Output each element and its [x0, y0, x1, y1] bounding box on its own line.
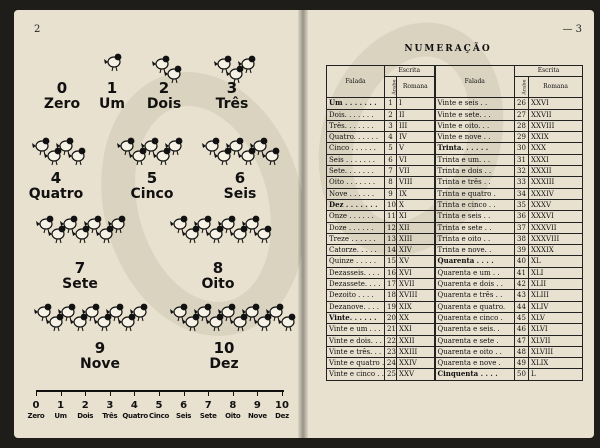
scale-tick	[208, 390, 209, 396]
arabic-numeral-cell: 1	[385, 98, 397, 109]
spoken-number-cell: Dezoito . . . .	[327, 290, 385, 301]
spoken-number-cell: Vinte e nove . .	[435, 132, 515, 143]
spoken-number-cell: Vinte e um . . .	[327, 324, 385, 335]
scale-digit: 3	[106, 400, 114, 411]
arabic-numeral-cell: 20	[385, 312, 397, 323]
arabic-numeral-cell: 19	[385, 301, 397, 312]
number-digit: 3	[226, 79, 238, 97]
roman-numeral-cell: XLI	[529, 267, 583, 278]
arabic-numeral-cell: 11	[385, 211, 397, 222]
spoken-number-cell: Cinco . . . . . .	[327, 143, 385, 154]
roman-numeral-cell: XLIII	[529, 290, 583, 301]
scale-word: Dez	[275, 412, 289, 420]
roman-numeral-cell: XXXV	[529, 199, 583, 210]
roman-numeral-cell: XLVIII	[529, 346, 583, 357]
bird-group-illustration	[172, 210, 274, 246]
scale-digit: 9	[253, 400, 261, 411]
number-digit: 5	[146, 169, 158, 187]
spoken-number-cell: Dois. . . . . . .	[327, 109, 385, 120]
header-romana: Romana	[529, 77, 583, 98]
table-row	[327, 188, 583, 199]
roman-numeral-cell: XXIX	[529, 132, 583, 143]
open-booklet	[14, 10, 594, 438]
number-word: Dois	[146, 96, 182, 112]
roman-numeral-cell: III	[397, 120, 435, 131]
number-digit: 0	[56, 79, 68, 97]
spoken-number-cell: Trinta e nove. .	[435, 245, 515, 256]
arabic-numeral-cell: 49	[515, 358, 529, 369]
spoken-number-cell: Quarenta e sete .	[435, 335, 515, 346]
spoken-number-cell: Quarenta e oito . .	[435, 346, 515, 357]
scale-tick	[110, 390, 111, 396]
table-row	[327, 358, 583, 369]
number-digit: 1	[106, 79, 118, 97]
number-digit: 4	[50, 169, 62, 187]
roman-numeral-cell: XXXII	[529, 166, 583, 177]
spoken-number-cell: Quatro. . . . . .	[327, 132, 385, 143]
scale-tick	[184, 390, 185, 396]
spoken-number-cell: Quarenta e seis. .	[435, 324, 515, 335]
table-row	[327, 132, 583, 143]
scale-word: Sete	[199, 412, 217, 420]
arabic-numeral-cell: 40	[515, 256, 529, 267]
roman-numeral-cell: XLIV	[529, 301, 583, 312]
scale-digit: 4	[130, 400, 138, 411]
spoken-number-cell: Vinte. . . . . .	[327, 312, 385, 323]
spoken-number-cell: Vinte e seis . .	[435, 98, 515, 109]
spoken-number-cell: Nove . . . . . .	[327, 188, 385, 199]
scale-digit: 6	[180, 400, 188, 411]
roman-numeral-cell: VI	[397, 154, 435, 165]
bird-group-illustration	[119, 132, 185, 168]
table-row	[327, 346, 583, 357]
number-label-6	[210, 170, 270, 202]
table-row	[327, 109, 583, 120]
number-label-7	[50, 260, 110, 292]
arabic-numeral-cell: 30	[515, 143, 529, 154]
roman-numeral-cell: XXXVIII	[529, 233, 583, 244]
roman-numeral-cell: XX	[397, 312, 435, 323]
arabic-numeral-cell: 50	[515, 369, 529, 380]
spoken-number-cell: Vinte e oito. . .	[435, 120, 515, 131]
numeration-table	[326, 65, 583, 381]
spoken-number-cell: Trinta e seis . .	[435, 211, 515, 222]
scale-tick	[61, 390, 62, 396]
number-label-10	[194, 340, 254, 372]
arabic-numeral-cell: 21	[385, 324, 397, 335]
table-row	[327, 222, 583, 233]
arabic-numeral-cell: 45	[515, 312, 529, 323]
table-row	[327, 290, 583, 301]
scale-line	[36, 390, 284, 398]
spoken-number-cell: Doze . . . . . .	[327, 222, 385, 233]
roman-numeral-cell: XLII	[529, 279, 583, 290]
scale-word: Dois	[77, 412, 94, 420]
roman-numeral-cell: L	[529, 369, 583, 380]
roman-numeral-cell: XXXVII	[529, 222, 583, 233]
roman-numeral-cell: XV	[397, 256, 435, 267]
spoken-number-cell: Quarenta . . . .	[435, 256, 515, 267]
spoken-number-cell: Quarenta e quatro.	[435, 301, 515, 312]
roman-numeral-cell: XVI	[397, 267, 435, 278]
scale-tick	[257, 390, 258, 396]
header-escrita: Escrita	[385, 66, 435, 77]
arabic-numeral-cell: 32	[515, 166, 529, 177]
spoken-number-cell: Vinte e quatro . .	[327, 358, 385, 369]
spoken-number-cell: Catorze. . . . .	[327, 245, 385, 256]
number-word: Um	[99, 96, 125, 112]
roman-numeral-cell: XXII	[397, 335, 435, 346]
number-label-5	[122, 170, 182, 202]
spoken-number-cell: Vinte e cinco . .	[327, 369, 385, 380]
scale-word: Oito	[225, 412, 241, 420]
arabic-numeral-cell: 8	[385, 177, 397, 188]
arabic-numeral-cell: 41	[515, 267, 529, 278]
header-arabe: Árabe	[391, 79, 398, 95]
number-digit: 9	[94, 339, 106, 357]
scale-word: Quatro	[122, 412, 148, 420]
roman-numeral-cell: XL	[529, 256, 583, 267]
roman-numeral-cell: XLIX	[529, 358, 583, 369]
spoken-number-cell: Dez . . . . . . .	[327, 199, 385, 210]
arabic-numeral-cell: 16	[385, 267, 397, 278]
header-escrita: Escrita	[515, 66, 583, 77]
spoken-number-cell: Um . . . . . . .	[327, 98, 385, 109]
number-digit: 2	[158, 79, 170, 97]
table-row	[327, 245, 583, 256]
number-word: Quatro	[28, 186, 84, 202]
spoken-number-cell: Trinta e quatro .	[435, 188, 515, 199]
arabic-numeral-cell: 48	[515, 346, 529, 357]
arabic-numeral-cell: 39	[515, 245, 529, 256]
arabic-numeral-cell: 15	[385, 256, 397, 267]
arabic-numeral-cell: 13	[385, 233, 397, 244]
roman-numeral-cell: X	[397, 199, 435, 210]
number-label-3	[202, 80, 262, 112]
roman-numeral-cell: XXXI	[529, 154, 583, 165]
page-title: NUMERAÇÃO	[404, 44, 492, 54]
table-row	[327, 166, 583, 177]
arabic-numeral-cell: 37	[515, 222, 529, 233]
arabic-numeral-cell: 34	[515, 188, 529, 199]
number-digit: 7	[74, 259, 86, 277]
roman-numeral-cell: XXV	[397, 369, 435, 380]
scale-tick	[85, 390, 86, 396]
table-row	[327, 143, 583, 154]
roman-numeral-cell: XVIII	[397, 290, 435, 301]
spoken-number-cell: Dezassete. . . .	[327, 279, 385, 290]
spoken-number-cell: Quinze . . . . .	[327, 256, 385, 267]
roman-numeral-cell: XII	[397, 222, 435, 233]
roman-numeral-cell: XXVII	[529, 109, 583, 120]
page-number-left: 2	[34, 24, 41, 35]
table-row	[327, 267, 583, 278]
table-row	[327, 154, 583, 165]
arabic-numeral-cell: 44	[515, 301, 529, 312]
bird-group-illustration	[204, 132, 282, 168]
header-arabe: Árabe	[521, 79, 528, 95]
number-word: Zero	[43, 96, 81, 112]
roman-numeral-cell: XLVI	[529, 324, 583, 335]
arabic-numeral-cell: 36	[515, 211, 529, 222]
scale-tick	[282, 390, 283, 396]
header-romana: Romana	[397, 77, 435, 98]
number-word: Cinco	[130, 186, 174, 202]
number-word: Três	[215, 96, 249, 112]
roman-numeral-cell: XXIV	[397, 358, 435, 369]
spoken-number-cell: Treze . . . . . .	[327, 233, 385, 244]
number-digit: 6	[234, 169, 246, 187]
table-row	[327, 256, 583, 267]
roman-numeral-cell: XLV	[529, 312, 583, 323]
spoken-number-cell: Quarenta e dois . .	[435, 279, 515, 290]
bird-group-illustration	[172, 298, 298, 334]
scale-digit: 7	[204, 400, 212, 411]
number-label-2	[134, 80, 194, 112]
spoken-number-cell: Trinta e cinco . .	[435, 199, 515, 210]
arabic-numeral-cell: 27	[515, 109, 529, 120]
spoken-number-cell: Quarenta e um . .	[435, 267, 515, 278]
roman-numeral-cell: XIV	[397, 245, 435, 256]
scale-word: Três	[102, 412, 118, 420]
scale-word: Um	[54, 412, 67, 420]
spoken-number-cell: Dezanove. . . .	[327, 301, 385, 312]
spoken-number-cell: Trinta e um. . .	[435, 154, 515, 165]
table-row	[327, 335, 583, 346]
scale-digit: 8	[229, 400, 237, 411]
arabic-numeral-cell: 14	[385, 245, 397, 256]
scale-word: Nove	[248, 412, 267, 420]
scale-digit: 5	[155, 400, 163, 411]
arabic-numeral-cell: 6	[385, 154, 397, 165]
arabic-numeral-cell: 5	[385, 143, 397, 154]
arabic-numeral-cell: 22	[385, 335, 397, 346]
number-word: Sete	[62, 276, 98, 292]
roman-numeral-cell: XXIII	[397, 346, 435, 357]
arabic-numeral-cell: 31	[515, 154, 529, 165]
number-digit: 8	[212, 259, 224, 277]
roman-numeral-cell: IV	[397, 132, 435, 143]
roman-numeral-cell: XXXIII	[529, 177, 583, 188]
spoken-number-cell: Quarenta e nove .	[435, 358, 515, 369]
arabic-numeral-cell: 17	[385, 279, 397, 290]
number-label-1	[82, 80, 142, 112]
arabic-numeral-cell: 38	[515, 233, 529, 244]
table-row	[327, 211, 583, 222]
scale-digit: 10	[275, 400, 289, 411]
arabic-numeral-cell: 35	[515, 199, 529, 210]
roman-numeral-cell: VII	[397, 166, 435, 177]
number-word: Seis	[223, 186, 257, 202]
spoken-number-cell: Onze . . . . . .	[327, 211, 385, 222]
spoken-number-cell: Dezasseis. . . .	[327, 267, 385, 278]
spoken-number-cell: Vinte e três. . .	[327, 346, 385, 357]
arabic-numeral-cell: 12	[385, 222, 397, 233]
roman-numeral-cell: XXVI	[529, 98, 583, 109]
roman-numeral-cell: IX	[397, 188, 435, 199]
spoken-number-cell: Trinta e oito . .	[435, 233, 515, 244]
spoken-number-cell: Trinta e sete . .	[435, 222, 515, 233]
roman-numeral-cell: VIII	[397, 177, 435, 188]
bird-group-illustration	[34, 132, 88, 168]
scale-word: Seis	[176, 412, 192, 420]
scale-tick	[159, 390, 160, 396]
arabic-numeral-cell: 3	[385, 120, 397, 131]
arabic-numeral-cell: 47	[515, 335, 529, 346]
spoken-number-cell: Vinte e sete. . .	[435, 109, 515, 120]
arabic-numeral-cell: 9	[385, 188, 397, 199]
table-row	[327, 177, 583, 188]
scale-digit: 1	[57, 400, 65, 411]
roman-numeral-cell: XXVIII	[529, 120, 583, 131]
spoken-number-cell: Quarenta e cinco .	[435, 312, 515, 323]
roman-numeral-cell: II	[397, 109, 435, 120]
spoken-number-cell: Cinquenta . . . .	[435, 369, 515, 380]
table-row	[327, 324, 583, 335]
spoken-number-cell: Seis . . . . . . .	[327, 154, 385, 165]
spoken-number-cell: Vinte e dois. . .	[327, 335, 385, 346]
arabic-numeral-cell: 7	[385, 166, 397, 177]
roman-numeral-cell: XXX	[529, 143, 583, 154]
arabic-numeral-cell: 43	[515, 290, 529, 301]
roman-numeral-cell: XLVII	[529, 335, 583, 346]
number-word: Dez	[209, 356, 239, 372]
table-row	[327, 301, 583, 312]
table-row	[327, 199, 583, 210]
arabic-numeral-cell: 2	[385, 109, 397, 120]
table-row	[327, 120, 583, 131]
roman-numeral-cell: XXI	[397, 324, 435, 335]
table-row	[327, 98, 583, 109]
roman-numeral-cell: XXXIX	[529, 245, 583, 256]
arabic-numeral-cell: 28	[515, 120, 529, 131]
roman-numeral-cell: I	[397, 98, 435, 109]
header-falada: Falada	[327, 66, 385, 98]
table-row	[327, 369, 583, 380]
arabic-numeral-cell: 25	[385, 369, 397, 380]
table-row	[327, 312, 583, 323]
arabic-numeral-cell: 24	[385, 358, 397, 369]
spoken-number-cell: Trinta. . . . . .	[435, 143, 515, 154]
page-number-right: — 3	[562, 24, 582, 35]
number-label-9	[70, 340, 130, 372]
scale-word: Zero	[27, 412, 45, 420]
number-digit: 10	[213, 339, 235, 357]
roman-numeral-cell: XXXVI	[529, 211, 583, 222]
roman-numeral-cell: V	[397, 143, 435, 154]
table-row	[327, 233, 583, 244]
right-page	[302, 10, 594, 438]
arabic-numeral-cell: 33	[515, 177, 529, 188]
spoken-number-cell: Oito . . . . . . .	[327, 177, 385, 188]
roman-numeral-cell: XVII	[397, 279, 435, 290]
roman-numeral-cell: XI	[397, 211, 435, 222]
arabic-numeral-cell: 4	[385, 132, 397, 143]
scale-tick	[134, 390, 135, 396]
scale-tick	[36, 390, 37, 396]
spoken-number-cell: Três. . . . . . .	[327, 120, 385, 131]
bird-group-illustration	[38, 210, 128, 246]
number-word: Oito	[201, 276, 235, 292]
arabic-numeral-cell: 23	[385, 346, 397, 357]
header-falada: Falada	[435, 66, 515, 98]
arabic-numeral-cell: 29	[515, 132, 529, 143]
arabic-numeral-cell: 26	[515, 98, 529, 109]
spoken-number-cell: Quarenta e três . .	[435, 290, 515, 301]
book-gutter	[298, 10, 308, 438]
spoken-number-cell: Trinta e três . .	[435, 177, 515, 188]
number-word: Nove	[80, 356, 120, 372]
number-label-8	[188, 260, 248, 292]
spoken-number-cell: Sete. . . . . . .	[327, 166, 385, 177]
scale-word: Cinco	[149, 412, 169, 420]
spoken-number-cell: Trinta e dois . .	[435, 166, 515, 177]
roman-numeral-cell: XIX	[397, 301, 435, 312]
scale-digit: 0	[32, 400, 40, 411]
arabic-numeral-cell: 46	[515, 324, 529, 335]
number-label-4	[26, 170, 86, 202]
scale-tick	[233, 390, 234, 396]
roman-numeral-cell: XIII	[397, 233, 435, 244]
left-page	[14, 10, 302, 438]
scale-digit: 2	[81, 400, 89, 411]
roman-numeral-cell: XXXIV	[529, 188, 583, 199]
arabic-numeral-cell: 10	[385, 199, 397, 210]
table-row	[327, 279, 583, 290]
bird-group-illustration	[36, 298, 150, 334]
arabic-numeral-cell: 42	[515, 279, 529, 290]
arabic-numeral-cell: 18	[385, 290, 397, 301]
